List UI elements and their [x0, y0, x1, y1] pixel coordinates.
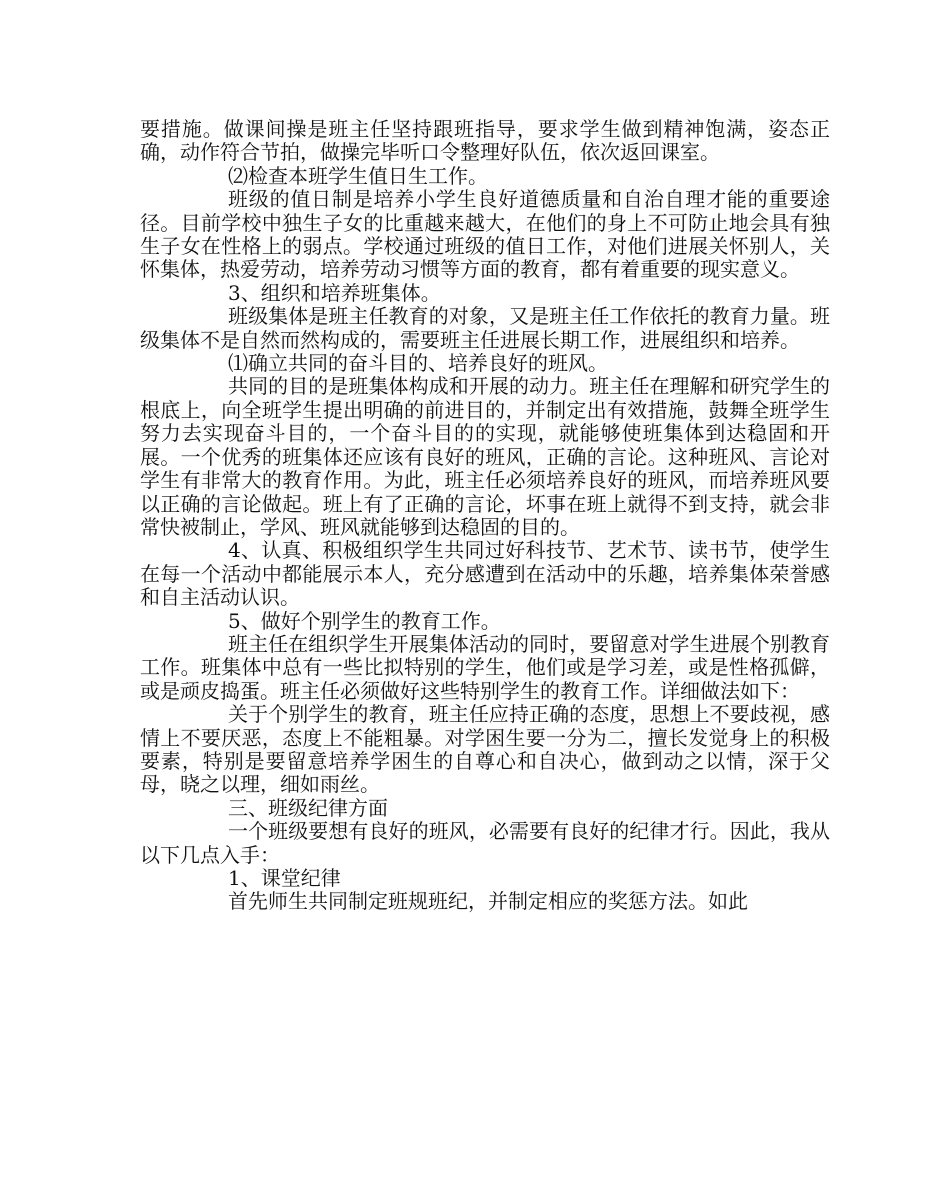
paragraph-5: 班级集体是班主任教育的对象，又是班主任工作依托的教育力量。班级集体不是自然而然构成的，需要班主任进展长期工作，进展组织和培养。 — [140, 304, 830, 352]
paragraph-8: 4、认真、积极组织学生共同过好科技节、艺术节、读书节，使学生在每一个活动中都能展示本人，充分感遭到在活动中的乐趣，培养集体荣誉感和自主活动认识。 — [140, 538, 830, 610]
paragraph-12: 三、班级纪律方面 — [228, 795, 388, 820]
paragraph-6: ⑴确立共同的奋斗目的、培养良好的班风。 — [228, 351, 608, 376]
paragraph-10: 班主任在组织学生开展集体活动的同时，要留意对学生进展个别教育工作。班集体中总有一些比拟特别的学生，他们或是学习差，或是性格孤僻，或是顽皮捣蛋。班主任必须做好这些特别学生的教育工作。详细做法如下： — [140, 631, 830, 703]
paragraph-3: 班级的值日制是培养小学生良好道德质量和自治自理才能的重要途径。目前学校中独生子女的比重越来越大，在他们的身上不可防止地会具有独生子女在性格上的弱点。学校通过班级的值日工作，对他们进展关怀别人，关怀集体，热爱劳动，培养劳动习惯等方面的教育，都有着重要的现实意义。 — [140, 187, 830, 282]
document-page — [140, 118, 830, 914]
paragraph-7: 共同的目的是班集体构成和开展的动力。班主任在理解和研究学生的根底上，向全班学生提出明确的前进目的，并制定出有效措施，鼓舞全班学生努力去实现奋斗目的，一个奋斗目的的实现，就能够使班集体到达稳固和开展。一个优秀的班集体还应该有良好的班风，正确的言论。这种班风、言论对学生有非常大的教育作用。为此，班主任必须培养良好的班风，而培养班风要以正确的言论做起。班上有了正确的言论，坏事在班上就得不到支持，就会非常快被制止，学风、班风就能够到达稳固的目的。 — [140, 374, 830, 539]
paragraph-2: ⑵检查本班学生值日生工作。 — [228, 163, 488, 188]
paragraph-4: 3、组织和培养班集体。 — [228, 280, 441, 305]
paragraph-14: 1、课堂纪律 — [228, 866, 341, 890]
paragraph-9: 5、做好个别学生的教育工作。 — [228, 608, 501, 633]
paragraph-13: 一个班级要想有良好的班风，必需要有良好的纪律才行。因此，我从以下几点入手： — [140, 819, 830, 867]
paragraph-15: 首先师生共同制定班规班纪，并制定相应的奖惩方法。如此 — [228, 889, 748, 914]
paragraph-11: 关于个别学生的教育，班主任应持正确的态度，思想上不要歧视，感情上不要厌恶，态度上不能粗暴。对学困生要一分为二，擅长发觉身上的积极要素，特别是要留意培养学困生的自尊心和自决心，做到动之以情，深于父母，晓之以理，细如雨丝。 — [140, 702, 830, 797]
paragraph-1: 要措施。做课间操是班主任坚持跟班指导，要求学生做到精神饱满，姿态正确，动作符合节拍，做操完毕听口令整理好队伍，依次返回课室。 — [140, 117, 830, 165]
